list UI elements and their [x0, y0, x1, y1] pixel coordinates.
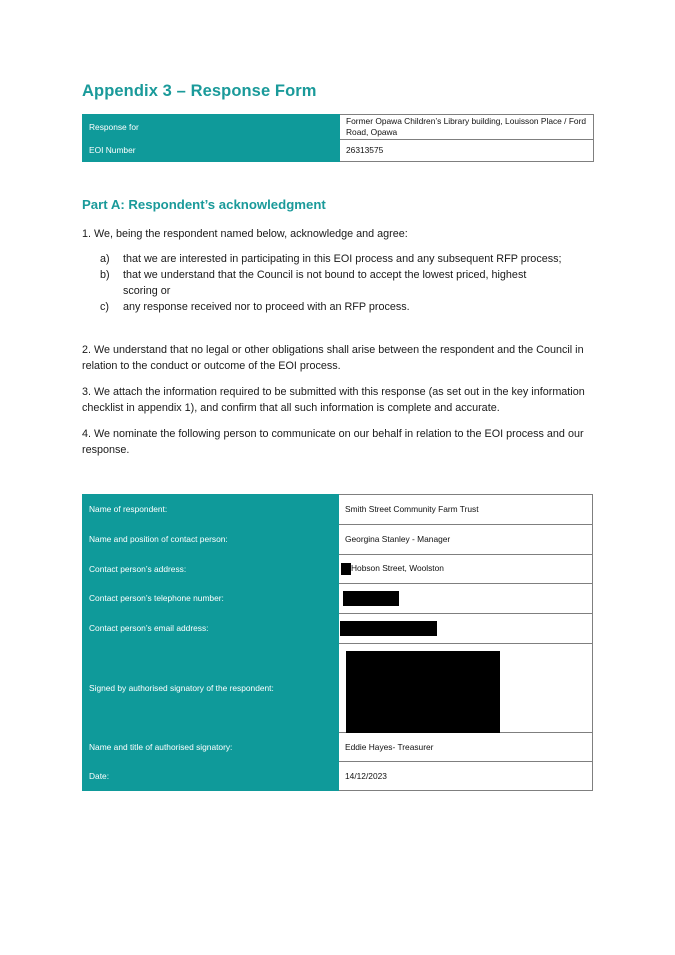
list-marker: a) [100, 253, 110, 265]
redaction-block [340, 621, 437, 636]
redaction-block [343, 591, 399, 606]
table-row [83, 115, 594, 140]
signature-label: Signed by authorised signatory of the respondent: [83, 644, 339, 733]
table-row [83, 584, 593, 614]
response-for-label: Response for [83, 115, 340, 140]
eoi-number-value: 26313575 [340, 140, 594, 162]
contact-address-value: Hobson Street, Woolston [351, 563, 444, 574]
acknowledgment-intro: 1. We, being the respondent named below, acknowledge and agree: [82, 228, 408, 240]
signatory-label: Name and title of authorised signatory: [83, 733, 339, 762]
list-marker: b) [100, 269, 110, 281]
respondent-name-value: Smith Street Community Farm Trust [339, 495, 593, 525]
table-row [83, 525, 593, 555]
signature-redaction [346, 651, 500, 733]
contact-person-value: Georgina Stanley - Manager [339, 525, 593, 555]
date-label: Date: [83, 762, 339, 791]
contact-phone-value [339, 584, 593, 614]
contact-person-label: Name and position of contact person: [83, 525, 339, 555]
signatory-value: Eddie Hayes- Treasurer [339, 733, 593, 762]
respondent-details-table [82, 494, 593, 791]
response-info-table [82, 114, 594, 162]
list-item [100, 251, 594, 267]
respondent-name-label: Name of respondent: [83, 495, 339, 525]
contact-email-label: Contact person’s email address: [83, 614, 339, 644]
contact-email-value [339, 614, 593, 644]
list-item [100, 299, 594, 315]
eoi-number-label: EOI Number [83, 140, 340, 162]
table-row [83, 644, 593, 733]
table-row [83, 555, 593, 584]
list-item [100, 267, 594, 299]
nomination-paragraph: 4. We nominate the following person to communicate on our behalf in relation to the EOI process and our response. [82, 428, 584, 456]
redaction-block [341, 563, 351, 575]
table-row [83, 762, 593, 791]
date-value: 14/12/2023 [339, 762, 593, 791]
list-item-text: that we are interested in participating in this EOI process and any subsequent RFP process; [123, 253, 562, 265]
table-row [83, 140, 594, 162]
signature-cell [339, 644, 593, 733]
page-title: Appendix 3 – Response Form [82, 82, 317, 100]
acknowledgment-list [100, 251, 594, 315]
contact-phone-label: Contact person’s telephone number: [83, 584, 339, 614]
attachments-paragraph: 3. We attach the information required to be submitted with this response (as set out in the key information checklist in appendix 1), and confirm that all such information is complete and accurate. [82, 386, 585, 414]
list-marker: c) [100, 301, 109, 313]
list-item-text: any response received nor to proceed with an RFP process. [123, 301, 410, 313]
response-for-value: Former Opawa Children’s Library building, Louisson Place / Ford Road, Opawa [340, 115, 594, 140]
table-row [83, 733, 593, 762]
table-row [83, 495, 593, 525]
contact-address-label: Contact person’s address: [83, 555, 339, 584]
contact-address-cell [339, 555, 593, 584]
part-a-heading: Part A: Respondent’s acknowledgment [82, 197, 326, 212]
table-row [83, 614, 593, 644]
obligations-paragraph: 2. We understand that no legal or other obligations shall arise between the respondent and the Council in relation to the conduct or outcome of the EOI process. [82, 344, 584, 372]
list-item-text: that we understand that the Council is not bound to accept the lowest priced, highest scoring or [123, 269, 527, 297]
